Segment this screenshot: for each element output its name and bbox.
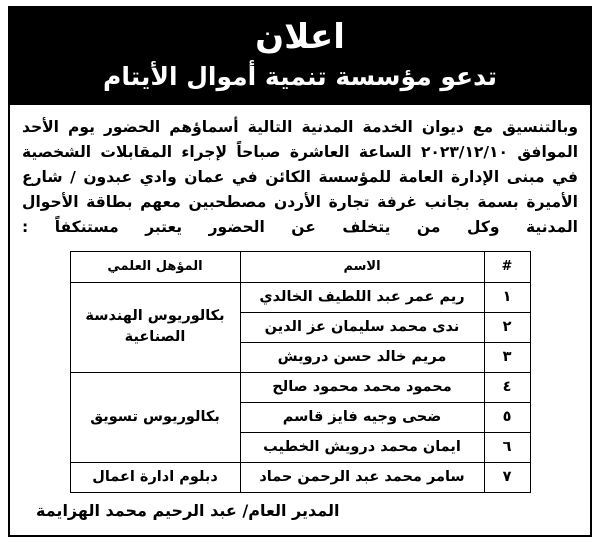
row-qualification: دبلوم ادارة اعمال xyxy=(70,462,240,492)
row-number: ٥ xyxy=(484,402,530,432)
row-name: مريم خالد حسن درويش xyxy=(240,342,484,372)
row-number: ٧ xyxy=(484,462,530,492)
row-name: ايمان محمد درويش الخطيب xyxy=(240,432,484,462)
column-header-name: الاسم xyxy=(240,251,484,282)
column-header-qualification: المؤهل العلمي xyxy=(70,251,240,282)
candidates-table xyxy=(70,251,531,493)
row-number: ٣ xyxy=(484,342,530,372)
announcement-paragraph: وبالتنسيق مع ديوان الخدمة المدنية التالية أسماؤهم الحضور يوم الأحد الموافق ٢٠٢٣/١٢/١٠ الساعة العاشرة صباحاً لإجراء المقابلات الشخصية في مبنى الإدارة العامة للمؤسسة الكائن في عمان وادي عبدون / شارع الأميرة بسمة بجانب غرفة تجارة الأردن مصطحبين معهم بطاقة الأحوال المدنية وكل من يتخلف عن الحضور يعتبر مستنكفاً : xyxy=(22,118,579,237)
signature-line: المدير العام/ عبد الرحيم محمد الهزايمة xyxy=(36,500,340,520)
table-row xyxy=(70,462,530,492)
table-header-row xyxy=(70,251,530,282)
header-band xyxy=(10,8,590,105)
row-qualification: بكالوريوس الهندسة الصناعية xyxy=(70,282,240,372)
row-number: ٦ xyxy=(484,432,530,462)
announcement-subtitle: تدعو مؤسسة تنمية أموال الأيتام xyxy=(103,61,497,91)
announcement-title: اعلان xyxy=(255,17,345,57)
row-name: ريم عمر عبد اللطيف الخالدي xyxy=(240,282,484,312)
column-header-number: # xyxy=(484,251,530,282)
row-name: ضحى وجيه فايز قاسم xyxy=(240,402,484,432)
table-row xyxy=(70,372,530,402)
body-area xyxy=(10,105,590,535)
advertisement-frame xyxy=(8,6,592,537)
row-number: ٢ xyxy=(484,312,530,342)
row-name: محمود محمد محمود صالح xyxy=(240,372,484,402)
table-row xyxy=(70,282,530,312)
row-name: ندى محمد سليمان عز الدين xyxy=(240,312,484,342)
row-number: ١ xyxy=(484,282,530,312)
row-name: سامر محمد عبد الرحمن حماد xyxy=(240,462,484,492)
candidates-table-body xyxy=(70,282,530,492)
row-qualification: بكالوريوس تسويق xyxy=(70,372,240,462)
row-number: ٤ xyxy=(484,372,530,402)
candidates-table-wrapper xyxy=(22,251,578,493)
